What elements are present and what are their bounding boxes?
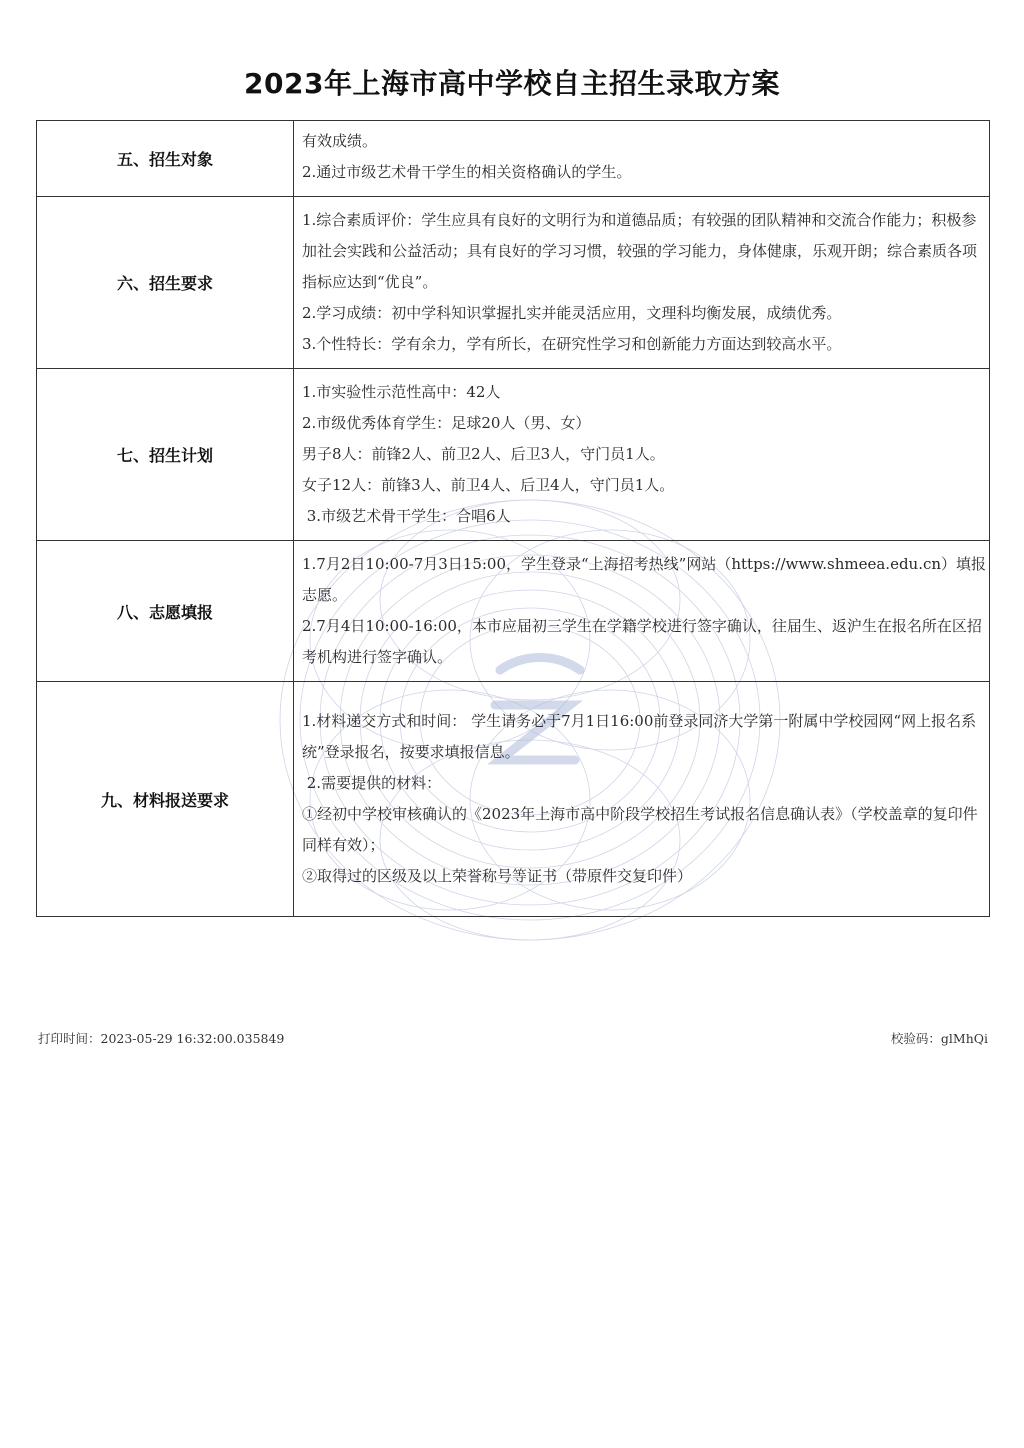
- content-line: 1.材料递交方式和时间： 学生请务必于7月1日16:00前登录同济大学第一附属中学校园网“网上报名系统”登录报名，按要求填报信息。: [302, 712, 977, 761]
- row-label: 五、招生对象: [37, 121, 294, 197]
- content-line: 2.7月4日10:00-16:00，本市应届初三学生在学籍学校进行签字确认，往届生、返沪生在报名所在区招考机构进行签字确认。: [302, 617, 982, 666]
- print-time: 打印时间：2023-05-29 16:32:00.035849: [38, 1031, 285, 1046]
- content-line: 1.综合素质评价：学生应具有良好的文明行为和道德品质；有较强的团队精神和交流合作能力；积极参加社会实践和公益活动；具有良好的学习习惯，较强的学习能力，身体健康，乐观开朗；综合素质各项指标应达到“优良”。: [302, 211, 978, 291]
- content-line: ②取得过的区级及以上荣誉称号等证书（带原件交复印件）: [302, 867, 693, 885]
- row-label: 六、招生要求: [37, 197, 294, 369]
- content-line: 1.市实验性示范性高中：42人: [302, 383, 501, 401]
- table-row: [37, 369, 990, 541]
- row-content: [294, 541, 990, 682]
- content-line: 2.学习成绩：初中学科知识掌握扎实并能灵活应用，文理科均衡发展，成绩优秀。: [302, 304, 842, 322]
- row-label: 九、材料报送要求: [37, 682, 294, 917]
- row-content: [294, 369, 990, 541]
- content-line: ①经初中学校审核确认的《2023年上海市高中阶段学校招生考试报名信息确认表》（学校盖章的复印件同样有效）；: [302, 805, 978, 854]
- row-content: [294, 121, 990, 197]
- check-code: 校验码：glMhQi: [890, 1031, 988, 1046]
- row-content: [294, 682, 990, 917]
- content-line: 2.市级优秀体育学生：足球20人（男、女）: [302, 414, 591, 432]
- table-row: [37, 197, 990, 369]
- content-line: 2.通过市级艺术骨干学生的相关资格确认的学生。: [302, 163, 632, 181]
- content-line: 有效成绩。: [302, 132, 378, 150]
- content-line: 男子8人：前锋2人、前卫2人、后卫3人，守门员1人。: [302, 445, 665, 463]
- table-row: [37, 541, 990, 682]
- table-row: [37, 121, 990, 197]
- content-line: 3.市级艺术骨干学生：合唱6人: [302, 507, 511, 525]
- admission-plan-table: [36, 120, 990, 917]
- row-content: [294, 197, 990, 369]
- table-row: [37, 682, 990, 917]
- row-label: 七、招生计划: [37, 369, 294, 541]
- page-title: 2023年上海市高中学校自主招生录取方案: [244, 67, 780, 100]
- content-line: 女子12人：前锋3人、前卫4人、后卫4人，守门员1人。: [302, 476, 675, 494]
- row-label: 八、志愿填报: [37, 541, 294, 682]
- content-line: 2.需要提供的材料：: [302, 774, 442, 792]
- content-line: 3.个性特长：学有余力，学有所长，在研究性学习和创新能力方面达到较高水平。: [302, 335, 842, 353]
- content-line: 1.7月2日10:00-7月3日15:00，学生登录“上海招考热线”网站（https://www.shmeea.edu.cn）填报志愿。: [302, 555, 987, 604]
